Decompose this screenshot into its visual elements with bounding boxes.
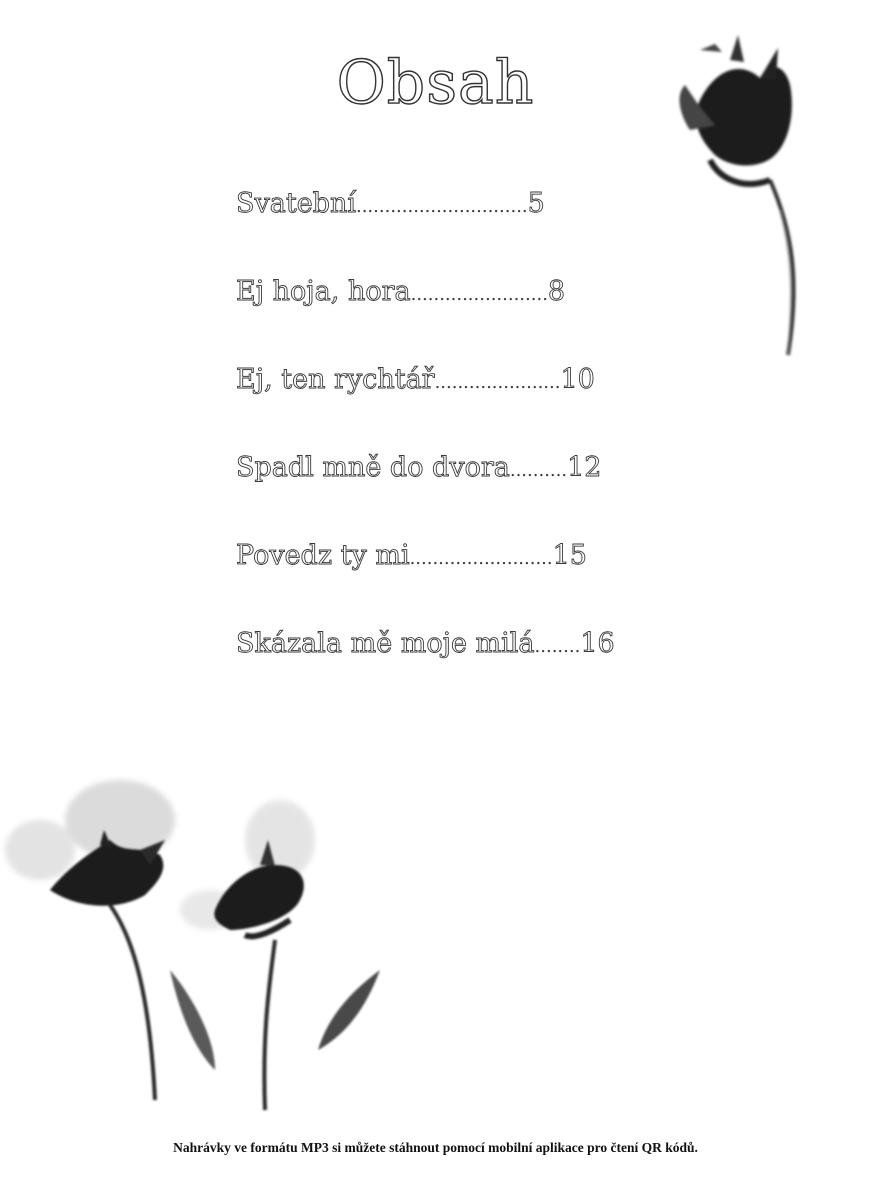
toc-leader-dots: ........................ bbox=[410, 284, 548, 305]
toc-entry-page: 16 bbox=[580, 628, 615, 659]
toc-entry-label: Skázala mě moje milá bbox=[236, 628, 535, 659]
toc-entry bbox=[236, 452, 601, 502]
toc-entry-page: 10 bbox=[560, 364, 595, 395]
toc-leader-dots: ......................... bbox=[409, 548, 553, 569]
toc-entry-label: Ej, ten rychtář bbox=[236, 364, 435, 395]
toc-entry-label: Spadl mně do dvora bbox=[236, 452, 510, 483]
toc-entry bbox=[236, 364, 595, 414]
flower-illustration-bottom-left bbox=[0, 770, 400, 1130]
toc-entry-label: Svatební bbox=[236, 188, 356, 219]
toc-leader-dots: ...................... bbox=[434, 372, 561, 393]
toc-leader-dots: .......... bbox=[509, 460, 568, 481]
page-title: Obsah bbox=[336, 48, 535, 118]
toc-entry-page: 15 bbox=[552, 540, 587, 571]
toc-entry-label: Ej hoja, hora bbox=[236, 276, 411, 307]
toc-entry bbox=[236, 540, 587, 590]
toc-entry-label: Povedz ty mi bbox=[236, 540, 410, 571]
footer-note: Nahrávky ve formátu MP3 si můžete stáhnout pomocí mobilní aplikace pro čtení QR kódů. bbox=[173, 1140, 698, 1155]
toc-leader-dots: .............................. bbox=[355, 196, 528, 217]
toc-entry bbox=[236, 276, 565, 326]
toc-entry bbox=[236, 188, 545, 238]
toc-entry bbox=[236, 628, 615, 678]
toc-leader-dots: ........ bbox=[534, 636, 581, 657]
toc-entry-page: 8 bbox=[547, 276, 566, 307]
toc-entry-page: 12 bbox=[567, 452, 602, 483]
toc-entry-page: 5 bbox=[527, 188, 545, 219]
